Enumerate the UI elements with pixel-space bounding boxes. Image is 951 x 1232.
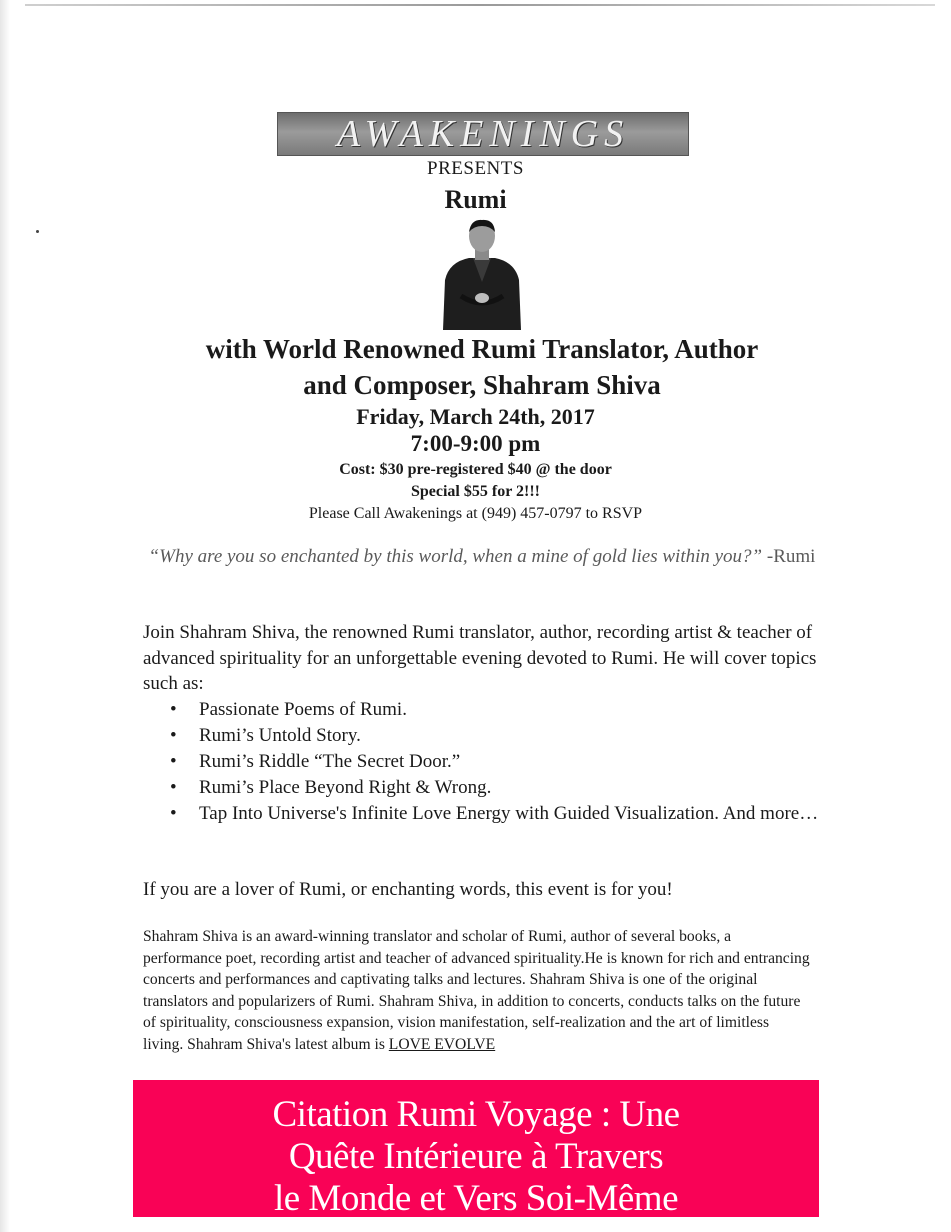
- banner-title: [133, 1094, 819, 1220]
- banner-line: le Monde et Vers Soi-Même: [273, 1178, 679, 1219]
- quote-text: “Why are you so enchanted by this world, when a mine of gold lies within you?”: [148, 546, 763, 567]
- banner-line: Quête Intérieure à Travers: [288, 1136, 664, 1177]
- scan-top-line: [25, 4, 935, 6]
- special-offer: Special $55 for 2!!!: [410, 483, 540, 500]
- event-date: Friday, March 24th, 2017: [356, 404, 595, 429]
- title-banner: [133, 1080, 819, 1217]
- headline-line: and Composer, Shahram Shiva: [303, 370, 661, 400]
- headline: [140, 331, 824, 403]
- album-link[interactable]: LOVE EVOLVE: [388, 1035, 496, 1053]
- banner-line: Citation Rumi Voyage : Une: [272, 1094, 680, 1135]
- bio-paragraph: [143, 926, 811, 1055]
- presents-label: PRESENTS: [427, 158, 524, 179]
- intro-paragraph: Join Shahram Shiva, the renowned Rumi translator, author, recording artist & teacher of advanced spirituality for an unforgettable evening devoted to Rumi. He will cover topics such as:: [143, 622, 817, 694]
- list-item: • Rumi’s Riddle “The Secret Door.”: [170, 749, 830, 775]
- list-item: • Rumi’s Place Beyond Right & Wrong.: [170, 775, 830, 801]
- quote-author: -Rumi: [762, 546, 816, 567]
- topics-list: [170, 697, 830, 827]
- scan-speck: [36, 230, 39, 233]
- headline-line: with World Renowned Rumi Translator, Author: [205, 334, 759, 364]
- event-time: 7:00-9:00 pm: [410, 431, 541, 456]
- rsvp-line: Please Call Awakenings at (949) 457-0797 to RSVP: [308, 505, 643, 522]
- lover-line: If you are a lover of Rumi, or enchanting words, this event is for you!: [143, 879, 673, 900]
- bio-text: Shahram Shiva is an award-winning translator and scholar of Rumi, author of several books, a performance poet, recording artist and teacher of advanced spirituality.He is known for rich and entrancing concerts and performances and captivating talks and lectures. Shahram Shiva is one of the original translators and popularizers of Rumi. Shahram Shiva, in addition to concerts, conducts talks on the future of spirituality, consciousness expansion, vision manifestation, self-realization and the art of limitless living. Shahram Shiva's latest album is: [143, 928, 810, 1053]
- list-item: • Passionate Poems of Rumi.: [170, 697, 830, 723]
- awakenings-logo: [277, 112, 689, 156]
- speaker-photo: [433, 218, 531, 330]
- event-cost: Cost: $30 pre-registered $40 @ the door: [339, 461, 612, 478]
- event-title: Rumi: [444, 185, 507, 214]
- list-item: • Tap Into Universe's Infinite Love Energy with Guided Visualization. And more…: [170, 801, 830, 827]
- rumi-quote: [140, 544, 824, 569]
- list-item: • Rumi’s Untold Story.: [170, 723, 830, 749]
- logo-text: AWAKENINGS: [336, 113, 630, 155]
